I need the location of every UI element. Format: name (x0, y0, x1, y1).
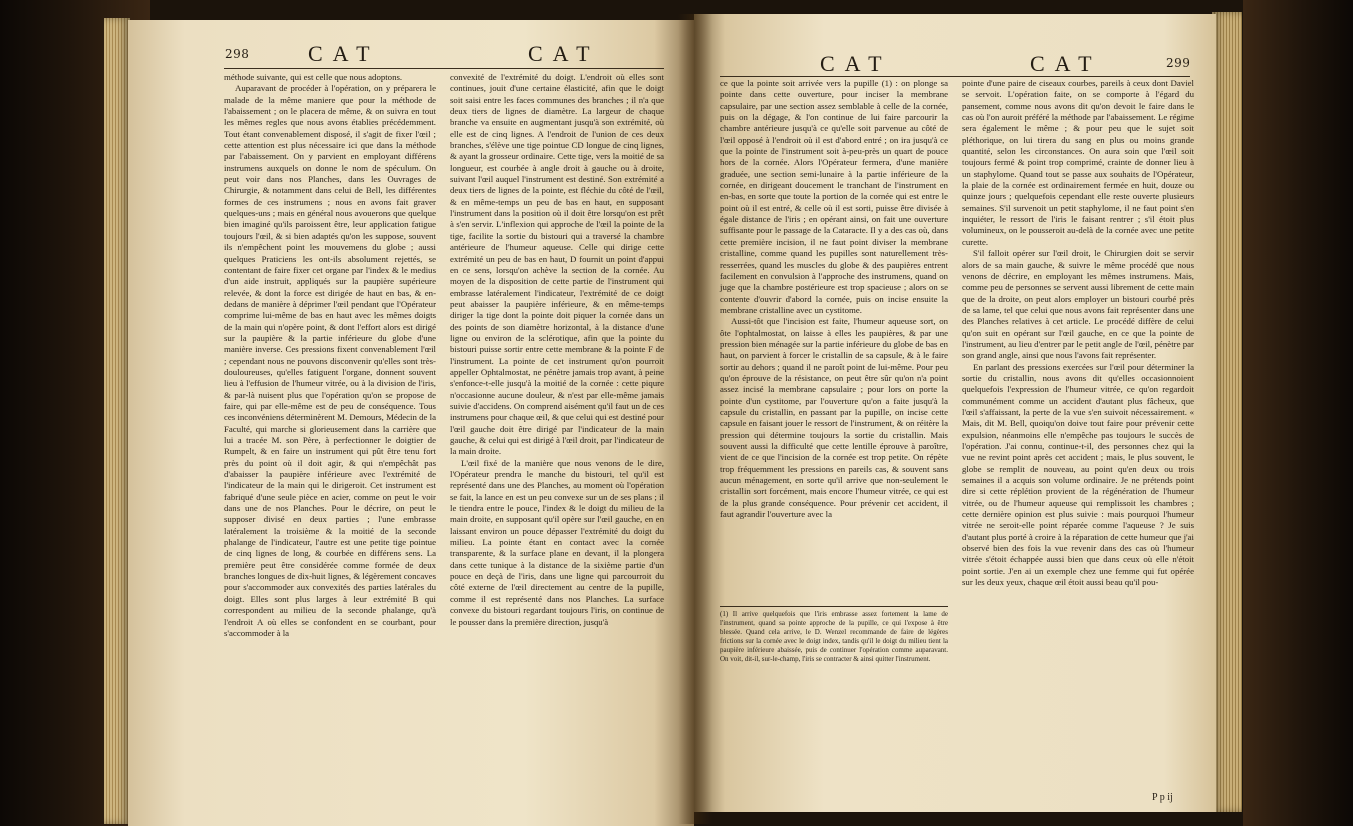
paragraph: pointe d'une paire de ciseaux courbes, pareils à ceux dont Daviel se servoit. L'opération faite, on se comporte à l'égard du pansement, comme nous avons dit qu'on devoit le faire dans le cas où l'on auroit préféré la méthode par l'abaissement. Le régime sera également le même ; & pour peu que le sujet soit pléthorique, on lui tirera du sang en plus ou moins grande quantité, selon les circonstances. On aura soin que l'œil soit toujours fermé & point trop comprimé, crainte de donner lieu à un staphylome. Quand tout se passe aux souhaits de l'Opérateur, la plaie de la cornée est ordinairement fermée en huit, douze ou quinze jours ; quelquefois cependant elle reste ouverte plusieurs semaines. S'il survenoit un petit staphylome, il ne faut point s'en inquiéter, le ressort de l'iris le faisant rentrer ; s'il étoit plus volumineux, on le pousseroit au-delà de la cornée avec une petite curette. (962, 78, 1194, 247)
paragraph: L'œil fixé de la manière que nous venons de le dire, l'Opérateur prendra le manche du bistouri, tel qu'il est représenté dans une des Planches, au moment où l'opération se fait, la lance en est un peu convexe sur un de ses plans ; il le tiendra entre le pouce, l'index & le doigt du milieu de la main droite, en supposant qu'il opère sur l'œil gauche, en en laissant environ un pouce dépasser l'extrémité du doigt du milieu. La pointe étant en contact avec la cornée transparente, & la surface plane en devant, il la plongera dans cette tunique à la distance de la sixième partie d'un pouce en deçà de l'iris, dans une ligne qui parcourroit du côté externe de l'œil directement au centre de la pupille, comme il est représenté dans nos Planches. La surface convexe du bistouri regardant toujours l'iris, on continue de le pousser dans la première direction, jusqu'à (450, 457, 664, 627)
running-headword: CAT (308, 41, 380, 66)
left-page (128, 20, 694, 826)
paragraph: méthode suivante, qui est celle que nous adoptons. (224, 72, 403, 82)
running-headword-right: CAT (528, 41, 600, 66)
running-headword-right: CAT (1030, 51, 1102, 76)
header-rule (720, 76, 1190, 77)
footnote-rule (720, 606, 948, 607)
text-column-1 (224, 72, 436, 824)
page-number: 299 (1166, 56, 1191, 70)
footnote: (1) Il arrive quelquefois que l'iris embrasse assez fortement la lame de l'instrument, quand sa pointe approche de la pupille, ce qui l'expose à être blessée. Quand cela arrive, le D. Wenzel recommande de faire de légères frictions sur la cornée avec le doigt index, tandis qu'il le doigt du milieu tient la paupière inférieure abaissée, puis de continuer l'opération comme auparavant. On voit, dit-il, sur-le-champ, l'iris se contracter & ainsi quitter l'instrument. (720, 610, 948, 663)
paragraph: En parlant des pressions exercées sur l'œil pour déterminer la sortie du cristallin, nous avons dit qu'elles occasionnoient quelquefois l'expression de l'humeur vitrée, ce qu'on regardoit communément comme un accident d'autant plus fâcheux, que l'œil s'affaissant, la perte de la vue s'en suivoit nécessairement. « Mais, dit M. Bell, quoiqu'on doive tout faire pour prévenir cette expulsion, néanmoins elle n'empêche pas toujours le succès de l'opération. J'ai connu, continue-t-il, des personnes chez qui la vue ne revint point après cet accident ; mais, le plus souvent, le globe se remplit de nouveau, au point qu'en deux ou trois semaines il a acquis son volume ordinaire. Je ne prétends point dire si cette réplétion provient de la régénération de l'humeur vitrée, ou de l'humeur aqueuse qui remplissoit les chambres ; cette dernière opinion est plus suivie : mais pourquoi l'humeur vitrée ne seroit-elle point réparée comme l'aqueuse ? Je suis d'autant plus porté à croire à la réparation de cette humeur que j'ai observé bien des fois la vue revenir dans des cas où l'humeur vitrée s'étoit échappée aussi bien que dans ceux où elle n'étoit point sortie. J'en ai un exemple chez une femme qui fut opérée sur les deux yeux, chaque œil étoit aussi beau qu'il pou- (962, 361, 1194, 588)
text-column-2 (962, 78, 1194, 788)
right-cover (1243, 0, 1353, 826)
text-column-1 (720, 78, 948, 602)
text-column-2 (450, 72, 664, 824)
right-page (694, 14, 1216, 812)
paragraph: S'il falloit opérer sur l'œil droit, le Chirurgien doit se servir alors de sa main gauche, & suivre le même procédé que nous venons de décrire, en employant les mêmes instrumens. Mais, comme peu de personnes se servent aussi librement de cette main que de la droite, on peut alors employer un bistouri courbé près de sa lame, tel que celui que nous avons fait représenter dans une des Planches relatives à cet article. Le procédé diffère de celui qu'on suit en opérant sur l'œil gauche, en ce que la pointe de l'instrument, au lieu d'entrer par le petit angle de l'œil, pénètre par son grand angle, ainsi que nous l'avons fait représenter. (962, 248, 1194, 361)
page-number: 298 (225, 47, 250, 61)
paragraph: convexité de l'extrémité du doigt. L'endroit où elles sont continues, jouit d'une certaine élasticité, afin que le doigt soit saisi entre les faces communes des branches ; il n'a que deux tiers de lignes de diamètre. La largeur de chaque branche va ensuite en augmentant jusqu'à son extrémité, où elle est de cinq lignes. A l'endroit de l'union de ces deux branches, s'élève une tige pointue CD longue de cinq lignes, & ayant la grosseur ordinaire. Cette tige, vers la moitié de sa longueur, est courbée à angle droit à gauche ou à droite, suivant l'œil auquel l'instrument est destiné. Son extrémité a deux tiers de lignes de la pointe, est fléchie du côté de l'œil, & en même-temps un peu de bas en haut, en supposant l'instrument dans la position où il doit être lorsqu'on est prêt à s'en servir. L'inflexion qui approche de l'œil la pointe de la tige, facilite la sortie du bistouri qui a traversé la chambre antérieure de l'humeur aqueuse. Celle qui dirige cette extrémité un peu de bas en haut, D fournit un point d'appui en ce sens, lorsqu'on achève la section de la cornée. Au moyen de la disposition de cette partie de l'instrument qui embrasse latéralement l'indicateur, l'extrémité de ce doigt peut abaisser la paupière inférieure, & en même-temps diriger la tige dont la pointe doit piquer la cornée dans un des points de son diamètre horizontal, à la distance d'une ligne ou environ de la sclérotique, afin que la pointe du bistouri puisse sortir entre cette membrane & la pointe F de l'instrument. La pointe de cet instrument qu'on pourroit appeller Ophtalmostat, ne pénètre jamais trop avant, à peine s'enfonce-t-elle jusqu'à la moitié de la cornée : cette piqure n'occasionne aucune douleur, & n'est par elle-même jamais suivie d'accidens. On comprend aisément qu'il faut un de ces instrumens pour chaque œil, & que celui qui est destiné pour l'œil gauche doit être dirigé par l'indicateur de la main gauche, & celui qui est dirigé à l'œil droit, par l'indicateur de la main droite. (450, 72, 664, 457)
running-headword: CAT (820, 51, 892, 76)
signature-mark: P p ij (1152, 792, 1173, 803)
left-page-edges (104, 18, 130, 824)
paragraph: ce que la pointe soit arrivée vers la pupille (1) : on plonge sa pointe dans cette ouverture, pour inciser la membrane capsulaire, par une section assez semblable à celle de la cornée, puis on la dégage, & l'on continue de lui faire parcourir la chambre antérieure jusqu'à ce qu'elle soit parvenue au côté de l'œil opposé à l'endroit où il est d'abord entré ; on ira jusqu'à ce que la pointe de l'instrument soit à-peu-près un quart de pouce hors de la cornée. Alors l'Opérateur fermera, d'une manière graduée, une section semi-lunaire à la partie inférieure de la cornée, en dirigeant doucement le tranchant de l'instrument en en-bas, en sorte que toute la portion de la cornée qui est entre le point où il est entré, & celle où il est sorti, puisse être divisée à égale distance de l'iris ; en opérant ainsi, on fait une ouverture suffisante pour le passage de la Cataracte. Il y a des cas où, dans cette première incision, il ne faut point diviser la membrane cristalline, comme quand les pupilles sont naturellement très-resserrées, quand les muscles du globe & des paupières entrent facilement en convulsion à l'approche des instrumens, quand on juge que la chambre postérieure est trop spacieuse ; alors on se contente d'ouvrir d'abord la cornée, puis on incise ensuite la membrane cristalline avec un cystitome. (720, 78, 948, 315)
right-page-edges (1212, 12, 1242, 812)
paragraph: Aussi-tôt que l'incision est faite, l'humeur aqueuse sort, on ôte l'ophtalmostat, on laisse à elles les paupières, & par une pression bien ménagée sur la partie inférieure du globe de bas en haut, on parvient à forcer le cristallin de sa capsule, & à le faire sortir au dehors ; quand il ne paroît point de lui-même. Pour peu qu'on éprouve de la résistance, on peut être sûr qu'on n'a point assez incisé la membrane capsulaire ; pour lors on porte la pointe d'un cystitome, par l'ouverture qu'on a faite jusqu'à la capsule du cristallin, en passant par la pupille, on incise cette capsule en faisant jouer le ressort de l'instrument, & on réitère la pression qui détermine toujours la sortie du cristallin. Mais souvent aussi la difficulté que cette lentille éprouve à paroître, vient de ce que l'incision de la cornée est trop petite. On répète trop fréquemment les pressions en pareils cas, & souvent sans aucun ménagement, en sorte qu'il arrive que non-seulement le cristallin sort forcément, mais encore l'humeur vitrée, ce qui est de la plus grande conséquence. Pour prévenir cet accident, il faut agrandir l'ouverture avec la (720, 316, 948, 520)
header-rule (224, 68, 664, 69)
paragraph: Auparavant de procéder à l'opération, on y préparera le malade de la même maniere que pour la méthode de l'abaissement ; on le placera de même, & on suivra en tout les mêmes regles que nous avons établies précédemment. Tout étant convenablement disposé, il s'agit de fixer l'œil ; cette attention est plus nécessaire ici que dans la méthode par l'abaissement. On y parvient en employant différens instrumens auxquels on donne le nom de spéculum. On peut voir dans nos Planches, dans les Ouvrages de Chirurgie, & notamment dans celui de Bell, les différentes formes de ces instrumens ; nous en avons fait graver quelques-uns ; mais en général nous avouerons que quelque bien imaginé qu'ils paroissent être, leur application fatigue toujours l'œil, & si bien adaptés qu'on les suppose, souvent ils n'empêchent point les mouvemens du globe ; aussi quelques Praticiens les ont-ils absolument rejettés, se contentant de faire fixer cet organe par l'index & le medius d'un aide instruit, appliqués sur la paupière supérieure relevée, & dont la force est dirigée de haut en bas, & en-dedans de manière à déprimer l'œil pendant que l'Opérateur comprime lui-même de bas en haut avec les mêmes doigts de la main qui n'opère point, & dont l'effort alors est dirigé sur la paupière & la partie inférieure du globe d'une manière inverse. Ces pressions fixent convenablement l'œil ; cependant nous ne pouvons disconvenir qu'elles sont très-douloureuses, qu'elles fatiguent l'organe, donnent souvent lieu à l'effusion de l'humeur vitrée, ou à la division de l'iris, & par-là nuisent plus que l'opération qu'on se propose de faire, qui par elle-même est de peu de conséquence. Tous ces inconvéniens déterminèrent M. Demours, Médecin de la Faculté, qui marche si glorieusement dans la carrière que lui a tracée M. son Père, à perfectionner le doigtier de Rumpelt, & en faire un instrument qui pût être tenu fort près du point où il doit agir, & qui n'empêchât pas d'abaisser la paupière inférieure avec l'extrémité de l'indicateur de la main qui le dirigeroit. Cet instrument est fabriqué d'une seule pièce en acier, comme on peut le voir dans une de nos Planches. Pour le décrire, on peut le supposer divisé en deux parties ; l'une embrasse latéralement la troisième & la moitié de la seconde phalange de l'indicateur, l'autre est une petite tige pointue de cinq lignes de long, & courbée en différens sens. La première peut être considérée comme formée de deux branches longues de dix-huit lignes, & légèrement concaves pour s'accommoder aux convexités des parties latérales du doigt. Elles sont plus larges à leur extrémité B qui correspondent au milieu de la seconde phalange, qu'à l'endroit A où elles se confondent en se courbant, pour s'accommoder à la (224, 83, 436, 638)
